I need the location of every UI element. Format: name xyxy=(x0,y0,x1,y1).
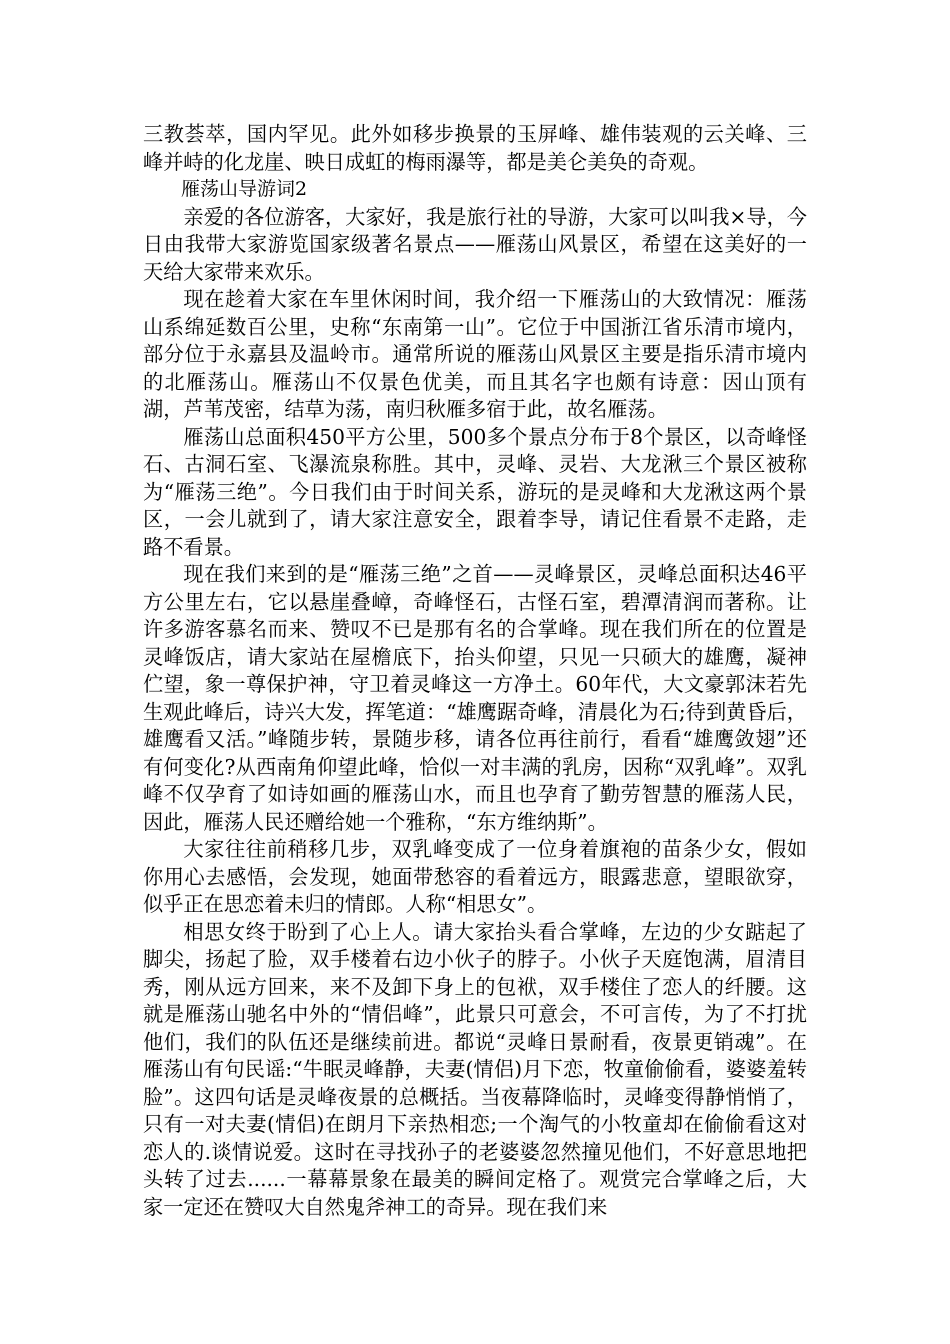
paragraph-greeting: 亲爱的各位游客，大家好，我是旅行社的导游，大家可以叫我×导，今日由我带大家游览国家级著名景点——雁荡山风景区，希望在这美好的一天给大家带来欢乐。 xyxy=(143,204,807,284)
paragraph-lingfeng: 现在我们来到的是“雁荡三绝”之首——灵峰景区，灵峰总面积达46平方公里左右，它以悬崖叠嶂，奇峰怪石，古怪石室，碧潭清润而著称。让许多游客慕名而来、赞叹不已是那有名的合掌峰。现在我们所在的位置是灵峰饭店，请大家站在屋檐底下，抬头仰望，只见一只硕大的雄鹰，凝神伫望，象一尊保护神，守卫着灵峰这一方净土。60年代，大文豪郭沫若先生观此峰后，诗兴大发，挥笔道：“雄鹰踞奇峰，清晨化为石;待到黄昏后，雄鹰看又活。”峰随步转，景随步移，请各位再往前行，看看“雄鹰敛翅”还有何变化?从西南角仰望此峰，恰似一对丰满的乳房，因称“双乳峰”。双乳峰不仅孕育了如诗如画的雁荡山水，而且也孕育了勤劳智慧的雁荡人民，因此，雁荡人民还赠给她一个雅称，“东方维纳斯”。 xyxy=(143,562,807,834)
paragraph-xiangsinv: 大家往往前稍移几步，双乳峰变成了一位身着旗袍的苗条少女，假如你用心去感悟，会发现，她面带愁容的看着远方，眼露悲意，望眼欲穿，似乎正在思恋着未归的情郎。人称“相思女”。 xyxy=(143,837,807,916)
paragraph-area: 雁荡山总面积450平方公里，500多个景点分布于8个景区，以奇峰怪石、古洞石室、飞瀑流泉称胜。其中，灵峰、灵岩、大龙湫三个景区被称为“雁荡三绝”。今日我们由于时间关系，游玩的是灵峰和大龙湫这两个景区，一会儿就到了，请大家注意安全，跟着李导，请记住看景不走路，走路不看景。 xyxy=(143,424,807,559)
document-page xyxy=(143,121,807,1221)
paragraph-continuation: 三教荟萃，国内罕见。此外如移步换景的玉屏峰、雄伟装观的云关峰、三峰并峙的化龙崖、映日成虹的梅雨瀑等，都是美仑美奂的奇观。 xyxy=(143,122,807,174)
section-heading: 雁荡山导游词2 xyxy=(181,178,308,200)
paragraph-overview: 现在趁着大家在车里休闲时间，我介绍一下雁荡山的大致情况：雁荡山系绵延数百公里，史称“东南第一山”。它位于中国浙江省乐清市境内，部分位于永嘉县及温岭市。通常所说的雁荡山风景区主要是指乐清市境内的北雁荡山。雁荡山不仅景色优美，而且其名字也颇有诗意：因山顶有湖，芦苇茂密，结草为荡，南归秋雁多宿于此，故名雁荡。 xyxy=(143,287,807,421)
paragraph-qinglvfeng: 相思女终于盼到了心上人。请大家抬头看合掌峰，左边的少女踮起了脚尖，扬起了脸，双手楼着右边小伙子的脖子。小伙子天庭饱满，眉清目秀，刚从远方回来，来不及卸下身上的包袱，双手楼住了恋人的纤腰。这就是雁荡山驰名中外的“情侣峰”，此景只可意会，不可言传，为了不打扰他们，我们的队伍还是继续前进。都说“灵峰日景耐看，夜景更销魂”。在雁荡山有句民谣:“牛眠灵峰静，夫妻(情侣)月下恋，牧童偷偷看，婆婆羞转脸”。这四句话是灵峰夜景的总概括。当夜幕降临时，灵峰变得静悄悄了，只有一对夫妻(情侣)在朗月下亲热相恋;一个淘气的小牧童却在偷偷看这对恋人的.谈情说爱。这时在寻找孙子的老婆婆忽然撞见他们，不好意思地把头转了过去......一幕幕景象在最美的瞬间定格了。观赏完合掌峰之后，大家一定还在赞叹大自然鬼斧神工的奇异。现在我们来 xyxy=(143,919,807,1219)
